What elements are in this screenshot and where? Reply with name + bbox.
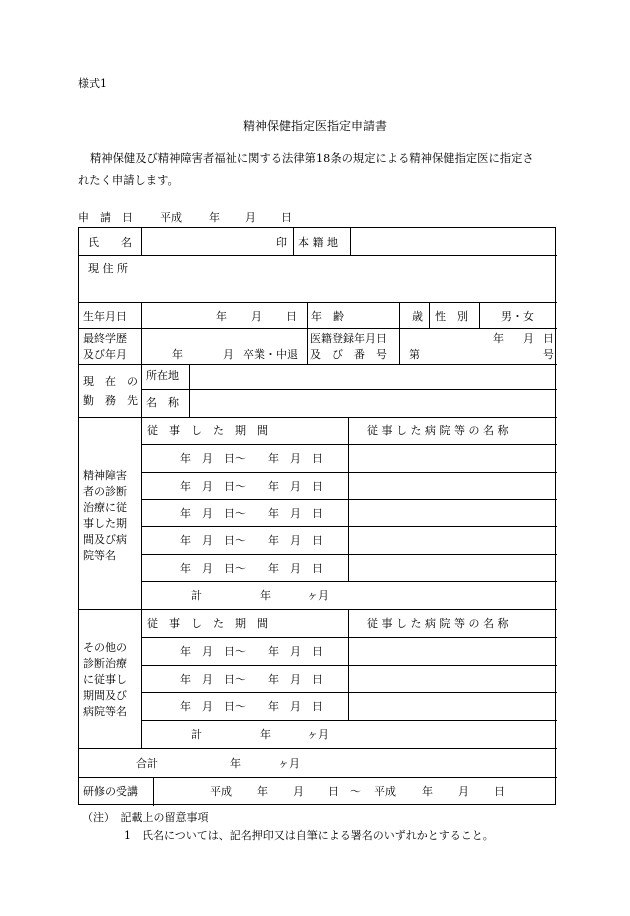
grand-total-label: 合計 bbox=[136, 757, 158, 770]
application-form-table bbox=[78, 227, 556, 805]
note-item: 1 氏名については、記名押印又は自筆による署名のいずれかとすること。 bbox=[124, 829, 494, 842]
psych-period-row[interactable]: 年 月 日～ 年 月 日 bbox=[180, 480, 323, 493]
grand-total-year: 年 bbox=[230, 757, 241, 770]
psych-period-row[interactable]: 年 月 日～ 年 月 日 bbox=[180, 534, 323, 547]
intro-line-2: れたく申請します。 bbox=[78, 174, 179, 187]
form-number: 様式1 bbox=[78, 77, 107, 90]
training-year-start: 年 bbox=[257, 785, 268, 798]
grand-total-month: ヶ月 bbox=[278, 757, 300, 770]
education-label-1: 最終学歴 bbox=[83, 332, 127, 345]
other-total-year: 年 bbox=[260, 728, 271, 741]
psych-total-label: 計 bbox=[191, 589, 202, 602]
other-label-line: 診断治療 bbox=[83, 657, 127, 670]
psych-hospital-header: 従 事 し た 病 院 等 の 名 称 bbox=[367, 424, 509, 437]
registration-number-prefix: 第 bbox=[409, 348, 420, 361]
application-date-era: 平成 bbox=[160, 211, 182, 224]
education-label-2: 及び年月 bbox=[83, 348, 127, 361]
other-period-row[interactable]: 年 月 日～ 年 月 日 bbox=[180, 700, 323, 713]
training-day-start: 日 bbox=[328, 785, 339, 798]
notes-header: （注） 記載上の留意事項 bbox=[82, 811, 209, 824]
education-status[interactable]: 卒業・中退 bbox=[243, 348, 298, 361]
honseki-label: 本 籍 地 bbox=[298, 236, 338, 249]
education-month: 月 bbox=[223, 348, 234, 361]
training-era-start: 平成 bbox=[210, 785, 232, 798]
intro-line-1: 精神保健及び精神障害者福祉に関する法律第18条の規定による精神保健指定医に指定さ bbox=[90, 152, 534, 165]
seal-mark: 印 bbox=[276, 236, 287, 249]
psych-label-line: 事した期 bbox=[83, 517, 127, 530]
other-period-header: 従 事 し た 期 間 bbox=[147, 617, 268, 630]
age-label: 年 齢 bbox=[311, 310, 344, 323]
other-period-row[interactable]: 年 月 日～ 年 月 日 bbox=[180, 645, 323, 658]
workplace-address-label: 所在地 bbox=[146, 369, 179, 382]
training-day-end: 日 bbox=[494, 785, 505, 798]
other-label-line: に従事し bbox=[83, 673, 127, 686]
other-total-label: 計 bbox=[191, 728, 202, 741]
application-date-month: 月 bbox=[245, 211, 256, 224]
workplace-label-1: 現 在 の bbox=[83, 375, 138, 388]
other-label-line: 病院等名 bbox=[83, 705, 127, 718]
other-label-line: 期間及び bbox=[83, 689, 127, 702]
application-date-day: 日 bbox=[281, 211, 292, 224]
name-field[interactable] bbox=[142, 229, 272, 254]
registration-label-1: 医籍登録年月日 bbox=[310, 332, 387, 345]
birth-year: 年 bbox=[216, 310, 227, 323]
page-title: 精神保健指定医指定申請書 bbox=[242, 119, 387, 133]
address-label: 現 住 所 bbox=[88, 262, 128, 275]
age-unit: 歳 bbox=[412, 310, 423, 323]
psych-label-line: 精神障害 bbox=[83, 469, 127, 482]
training-separator: ～ bbox=[350, 785, 361, 798]
honseki-field[interactable] bbox=[351, 229, 555, 254]
psych-label-line: 院等名 bbox=[83, 549, 116, 562]
psych-period-header: 従 事 し た 期 間 bbox=[147, 424, 268, 437]
workplace-label-2: 勤 務 先 bbox=[83, 394, 138, 407]
psych-period-row[interactable]: 年 月 日～ 年 月 日 bbox=[180, 507, 323, 520]
psych-label-line: 者の診断 bbox=[83, 485, 127, 498]
workplace-name-field[interactable] bbox=[190, 390, 555, 416]
birth-day: 日 bbox=[286, 310, 297, 323]
birth-label: 生年月日 bbox=[83, 310, 127, 323]
application-date-label: 申 請 日 bbox=[78, 211, 133, 224]
birth-month: 月 bbox=[251, 310, 262, 323]
registration-number-suffix: 号 bbox=[543, 348, 554, 361]
address-field[interactable] bbox=[141, 256, 555, 301]
sex-value[interactable]: 男・女 bbox=[501, 310, 534, 323]
name-label: 氏 名 bbox=[88, 236, 132, 249]
training-month-end: 月 bbox=[458, 785, 469, 798]
psych-period-row[interactable]: 年 月 日～ 年 月 日 bbox=[180, 452, 323, 465]
psych-total-month: ヶ月 bbox=[307, 589, 329, 602]
application-date-year: 年 bbox=[209, 211, 220, 224]
registration-day: 日 bbox=[543, 332, 554, 345]
training-month-start: 月 bbox=[293, 785, 304, 798]
other-label-line: その他の bbox=[83, 641, 127, 654]
psych-total-year: 年 bbox=[260, 589, 271, 602]
psych-label-line: 間及び病 bbox=[83, 533, 127, 546]
registration-year: 年 bbox=[493, 332, 504, 345]
other-total-month: ヶ月 bbox=[307, 728, 329, 741]
other-period-row[interactable]: 年 月 日～ 年 月 日 bbox=[180, 673, 323, 686]
training-year-end: 年 bbox=[422, 785, 433, 798]
registration-label-2: 及 び 番 号 bbox=[310, 348, 387, 361]
training-label: 研修の受講 bbox=[83, 785, 138, 798]
training-era-end: 平成 bbox=[374, 785, 396, 798]
education-year: 年 bbox=[172, 348, 183, 361]
psych-period-row[interactable]: 年 月 日～ 年 月 日 bbox=[180, 562, 323, 575]
workplace-address-field[interactable] bbox=[190, 365, 555, 388]
other-hospital-header: 従 事 し た 病 院 等 の 名 称 bbox=[367, 617, 509, 630]
registration-month: 月 bbox=[523, 332, 534, 345]
sex-label: 性 別 bbox=[435, 310, 468, 323]
psych-label-line: 治療に従 bbox=[83, 501, 127, 514]
workplace-name-label: 名 称 bbox=[146, 396, 179, 409]
